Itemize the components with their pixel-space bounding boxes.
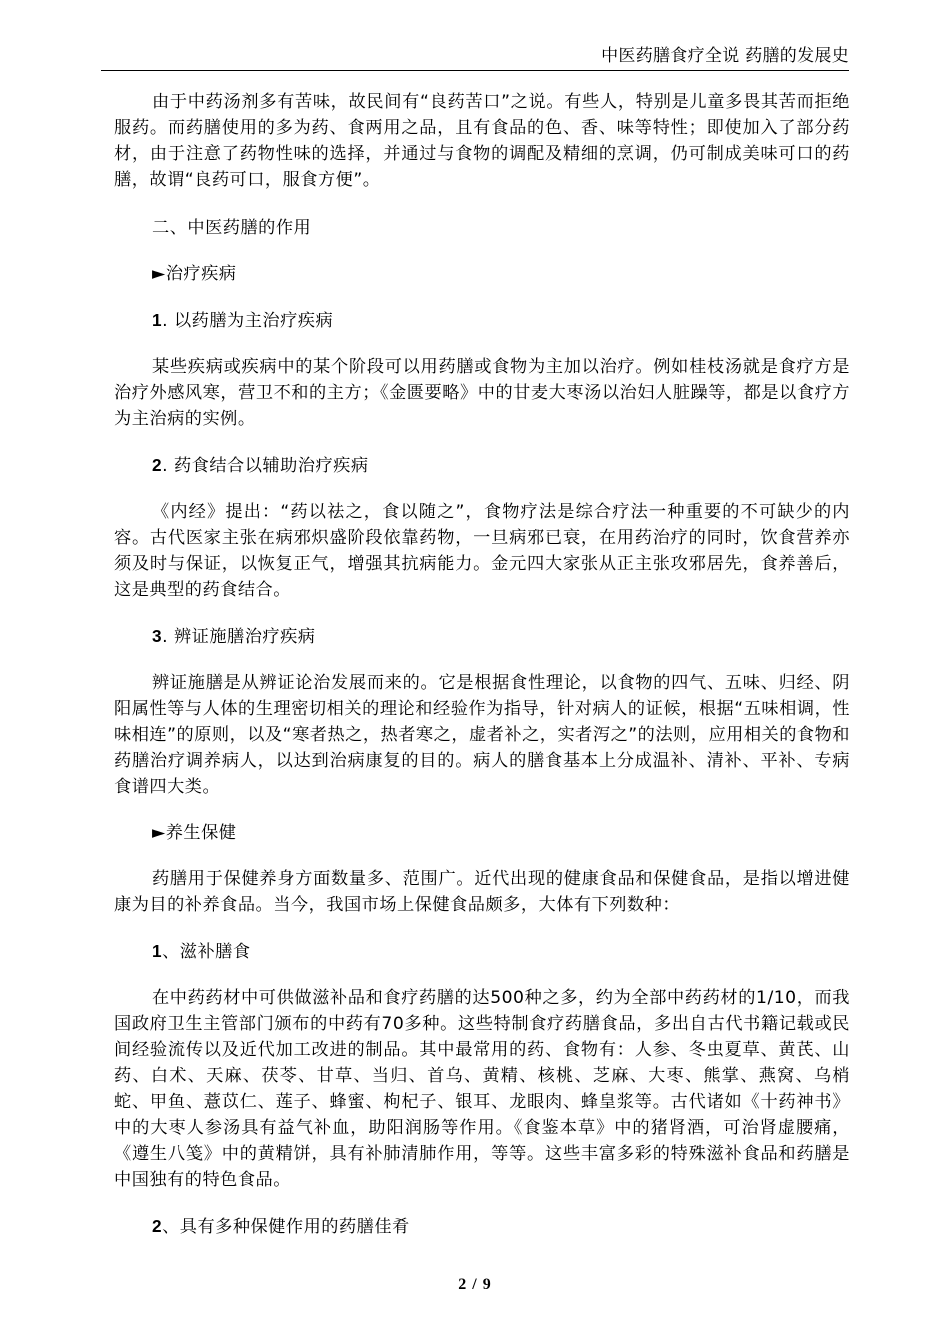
item-title: 、具有多种保健作用的药膳佳肴 [162,1217,410,1237]
item-title: . 以药膳为主治疗疾病 [162,311,334,331]
item-number: 2 [152,455,163,475]
header-divider [101,70,849,71]
paragraph-tonic: 在中药药材中可供做滋补品和食疗药膳的达500种之多，约为全部中药药材的1/10，而我国政府卫生主管部门颁布的中药有70多种。这些特制食疗药膳食品，多出自古代书籍记载或民间经验流传以及近代加工改进的制品。其中最常用的药、食物有：人参、冬虫夏草、黄芪、山药、白术、天麻、茯苓、甘草、当归、首乌、黄精、核桃、芝麻、大枣、熊掌、燕窝、乌梢蛇、甲鱼、薏苡仁、莲子、蜂蜜、枸杞子、银耳、龙眼肉、蜂皇浆等。古代诸如《十药神书》中的大枣人参汤具有益气补血，助阳润肠等作用。《食鉴本草》中的猪肾酒，可治肾虚腰痛，《遵生八笺》中的黄精饼，具有补肺清肺作用，等等。这些丰富多彩的特殊滋补食品和药膳是中国独有的特色食品。 [114,988,850,1190]
paragraph-syndrome: 辨证施膳是从辨证论治发展而来的。它是根据食性理论，以食物的四气、五味、归经、阴阳属性等与人体的生理密切相关的理论和经验作为指导，针对病人的证候，根据“五味相调，性味相连”的原则，以及“寒者热之，热者寒之，虚者补之，实者泻之”的法则，应用相关的食物和药膳治疗调养病人，以达到治病康复的目的。病人的膳食基本上分成温补、清补、平补、专病食谱四大类。 [114,673,850,797]
subsection-heading-health: ►养生保健 [152,823,237,843]
section-heading: 二、中医药膳的作用 [152,218,312,238]
item-heading-4 [114,938,850,965]
paragraph-diet-therapy: 某些疾病或疾病中的某个阶段可以用药膳或食物为主加以治疗。例如桂枝汤就是食疗方是治疗外感风寒，营卫不和的主方；《金匮要略》中的甘麦大枣汤以治妇人脏躁等，都是以食疗方为主治病的实例。 [114,357,850,429]
item-title: 、滋补膳食 [162,942,251,962]
item-number: 3 [152,626,163,646]
item-number: 1 [152,310,163,330]
body-content [114,86,850,1240]
paragraph-intro: 由于中药汤剂多有苦味，故民间有“良药苦口”之说。有些人，特别是儿童多畏其苦而拒绝服药。而药膳使用的多为药、食两用之品，且有食品的色、香、味等特性；即使加入了部分药材，由于注意了药物性味的选择，并通过与食物的调配及精细的烹调，仍可制成美味可口的药膳，故谓“良药可口，服食方便”。 [114,92,850,190]
item-heading-3 [114,623,850,650]
page-number: 2 / 9 [458,1276,492,1293]
item-heading-1 [114,307,850,334]
item-number: 1 [152,941,163,961]
paragraph-neijing: 《内经》提出：“药以祛之，食以随之”，食物疗法是综合疗法一种重要的不可缺少的内容。古代医家主张在病邪炽盛阶段依靠药物，一旦病邪已衰，在用药治疗的同时，饮食营养亦须及时与保证，以恢复正气，增强其抗病能力。金元四大家张从正主张攻邪居先，食养善后，这是典型的药食结合。 [114,502,850,600]
item-title: . 辨证施膳治疗疾病 [162,627,316,647]
item-heading-5 [114,1213,850,1240]
subsection-heading-treatment: ►治疗疾病 [152,264,237,284]
item-number: 2 [152,1216,163,1236]
item-title: . 药食结合以辅助治疗疾病 [162,456,369,476]
item-heading-2 [114,452,850,479]
running-header: 中医药膳食疗全说 药膳的发展史 [601,46,849,66]
paragraph-health-food: 药膳用于保健养身方面数量多、范围广。近代出现的健康食品和保健食品，是指以增进健康为目的补养食品。当今，我国市场上保健食品颇多，大体有下列数种： [114,869,850,915]
